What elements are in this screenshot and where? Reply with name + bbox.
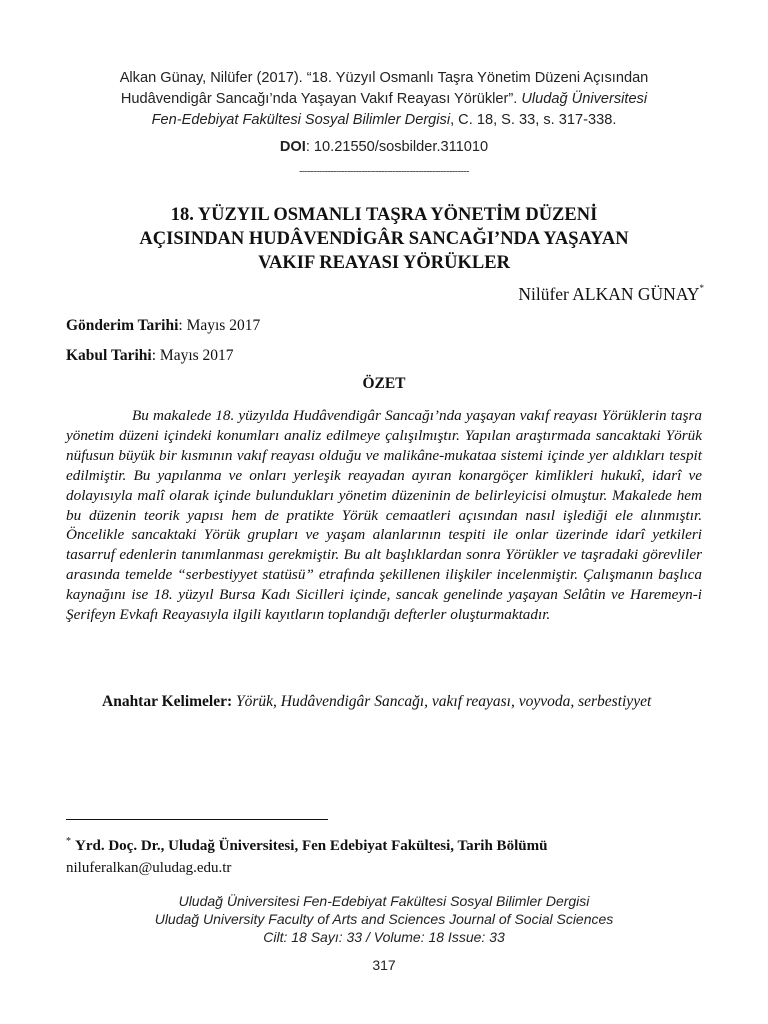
separator-line: ------------------------------------------------------------	[299, 166, 469, 177]
abstract-heading: ÖZET	[362, 375, 406, 392]
journal-footer-en: Uludağ University Faculty of Arts and Sciences Journal of Social Sciences	[154, 911, 614, 927]
title-line-2: AÇISINDAN HUDÂVENDİGÂR SANCAĞI’NDA YAŞAYAN	[139, 229, 629, 249]
doi-label: DOI	[279, 139, 306, 155]
author-name-text: Nilüfer ALKAN GÜNAY	[518, 284, 700, 304]
page-number: 317	[372, 957, 396, 973]
submitted-date-label: Gönderim Tarihi	[66, 317, 179, 334]
doi-line	[40, 139, 728, 155]
submitted-date	[66, 317, 260, 335]
citation-volume-pages: , C. 18, S. 33, s. 317-338.	[450, 112, 617, 128]
article-title	[70, 203, 698, 275]
footnote-email[interactable]: niluferalkan@uludag.edu.tr	[66, 860, 232, 876]
title-line-1: 18. YÜZYIL OSMANLI TAŞRA YÖNETİM DÜZENİ	[170, 205, 598, 225]
citation-block	[40, 68, 728, 131]
citation-line-3	[40, 110, 728, 131]
accepted-date-label: Kabul Tarihi	[66, 347, 152, 364]
accepted-date	[66, 347, 234, 365]
citation-line-2	[40, 89, 728, 110]
footnote-affiliation: Yrd. Doç. Dr., Uludağ Üniversitesi, Fen Edebiyat Fakültesi, Tarih Bölümü	[75, 838, 548, 854]
journal-footer	[40, 892, 728, 946]
journal-footer-tr: Uludağ Üniversitesi Fen-Edebiyat Fakültesi Sosyal Bilimler Dergisi	[178, 893, 590, 909]
citation-line-1: Alkan Günay, Nilüfer (2017). “18. Yüzyıl Osmanlı Taşra Yönetim Düzeni Açısından	[119, 70, 649, 86]
keywords	[66, 692, 702, 712]
journal-footer-volume: Cilt: 18 Sayı: 33 / Volume: 18 Issue: 33	[263, 929, 505, 945]
author-footnote-mark: *	[699, 283, 704, 293]
keywords-label: Anahtar Kelimeler:	[102, 693, 233, 710]
footnote-mark: *	[66, 836, 71, 847]
abstract-text: Bu makalede 18. yüzyılda Hudâvendigâr Sancağı’nda yaşayan vakıf reayası Yörüklerin taşra yönetim düzeni içindeki konumları analiz edilmeye çalışılmıştır. Yapılan araştırmada sancaktaki Yörük nüfusun büyük bir kısmının vakıf reayası olduğu ve malikâne-mukataa sistemi içinde yer aldıkları tespit edilmiştir. Bu yapılanma ve onları yerleşik reayadan ayıran konargöçer kimlikleri hukukî, idarî ve dolayısıyla malî olarak içinde bulundukları yönetim düzeninin de belirleyicisi olmuştur. Makalede hem bu düzenin teorik yapısı hem de pratikte Yörük cemaatleri açısından nasıl işlediği ele alınmıştır. Öncelikle sancaktaki Yörük grupları ve yaşam alanlarının tespiti ile onlar üzerinde idarî yetkileri tasarruf edenlerin tanımlanması gerekmiştir. Bu alt başlıklardan sonra Yörükler ve taşradaki görevliler arasında temelde “serbestiyyet statüsü” etrafında şekillenen ilişkiler incelenmiştir. Çalışmanın başlıca kaynağını ise 18. yüzyıl Bursa Kadı Sicilleri içinde, sancak genelinde yaşayan Selâtin ve Haremeyn-i Şerifeyn Evkafı Reayasıyla ilgili kayıtların toplandığı defterler oluşturmaktadır.	[66, 407, 702, 624]
doi-value[interactable]: : 10.21550/sosbilder.311010	[305, 139, 489, 155]
accepted-date-value: : Mayıs 2017	[151, 347, 234, 364]
author-name	[518, 283, 704, 305]
citation-article-title: Hudâvendigâr Sancağı’nda Yaşayan Vakıf Reayası Yörükler”.	[120, 91, 522, 107]
keywords-value: Yörük, Hudâvendigâr Sancağı, vakıf reayası, voyvoda, serbestiyyet	[236, 693, 652, 710]
title-line-3: VAKIF REAYASI YÖRÜKLER	[258, 253, 510, 273]
citation-journal-part1: Uludağ Üniversitesi	[521, 91, 648, 107]
footnote	[66, 831, 702, 879]
footnote-divider	[66, 819, 328, 820]
submitted-date-value: : Mayıs 2017	[178, 317, 261, 334]
citation-journal-part2: Fen-Edebiyat Fakültesi Sosyal Bilimler Dergisi	[151, 112, 451, 128]
